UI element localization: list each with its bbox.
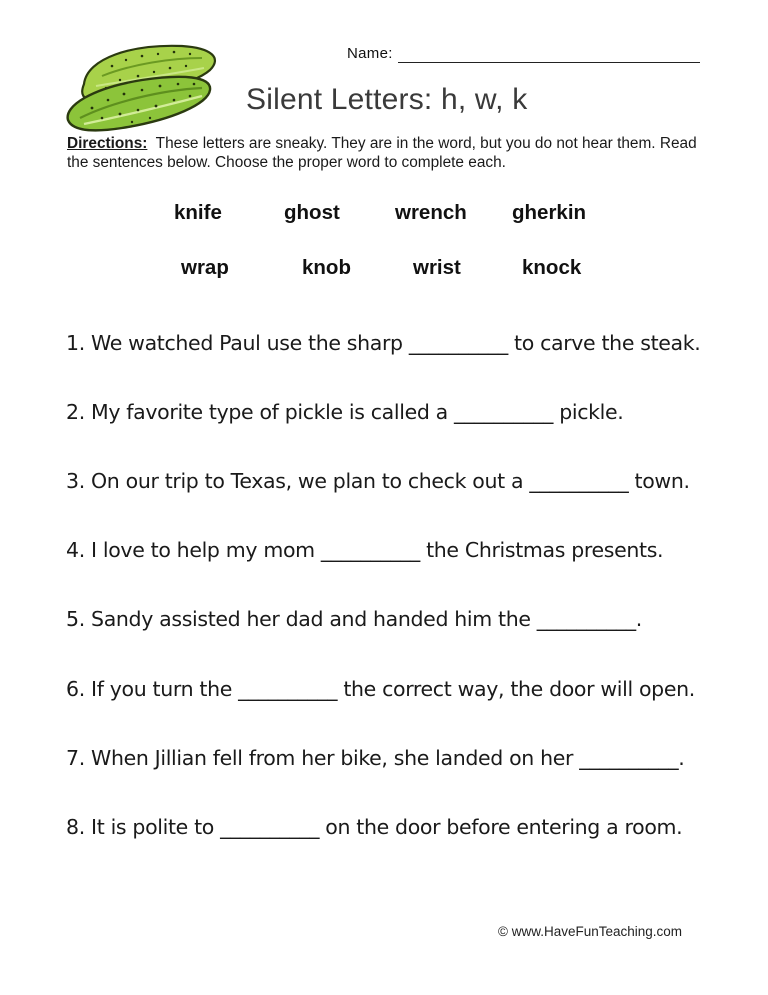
word-bank-item: wrap <box>181 256 229 279</box>
sentence-item: 5. Sandy assisted her dad and handed him the __________. <box>66 607 642 631</box>
sentence-item: 6. If you turn the __________ the correct way, the door will open. <box>66 677 695 701</box>
directions-text: These letters are sneaky. They are in the word, but you do not hear them. Read the sentences below. Choose the proper word to complete each. <box>67 135 697 171</box>
word-bank-item: knob <box>302 256 351 279</box>
word-bank-item: knife <box>174 201 222 224</box>
word-bank-item: knock <box>522 256 582 279</box>
word-bank-item: ghost <box>284 201 340 224</box>
worksheet-title: Silent Letters: h, w, k <box>246 83 528 116</box>
word-bank-item: wrench <box>395 201 467 224</box>
copyright-footer: © www.HaveFunTeaching.com <box>498 924 683 939</box>
sentence-item: 4. I love to help my mom __________ the Christmas presents. <box>66 538 664 562</box>
name-blank-line[interactable] <box>398 62 700 63</box>
sentence-item: 3. On our trip to Texas, we plan to check out a __________ town. <box>66 469 690 493</box>
word-bank-item: wrist <box>413 256 461 279</box>
word-bank-item: gherkin <box>512 201 587 224</box>
sentence-item: 7. When Jillian fell from her bike, she landed on her __________. <box>66 746 685 770</box>
directions <box>67 134 697 172</box>
pickle-illustration <box>62 36 232 136</box>
sentence-item: 2. My favorite type of pickle is called a __________ pickle. <box>66 400 624 424</box>
sentence-item: 8. It is polite to __________ on the door before entering a room. <box>66 815 683 839</box>
sentence-item: 1. We watched Paul use the sharp __________ to carve the steak. <box>66 331 701 355</box>
directions-label: Directions: <box>67 135 148 152</box>
name-label: Name: <box>347 45 393 62</box>
